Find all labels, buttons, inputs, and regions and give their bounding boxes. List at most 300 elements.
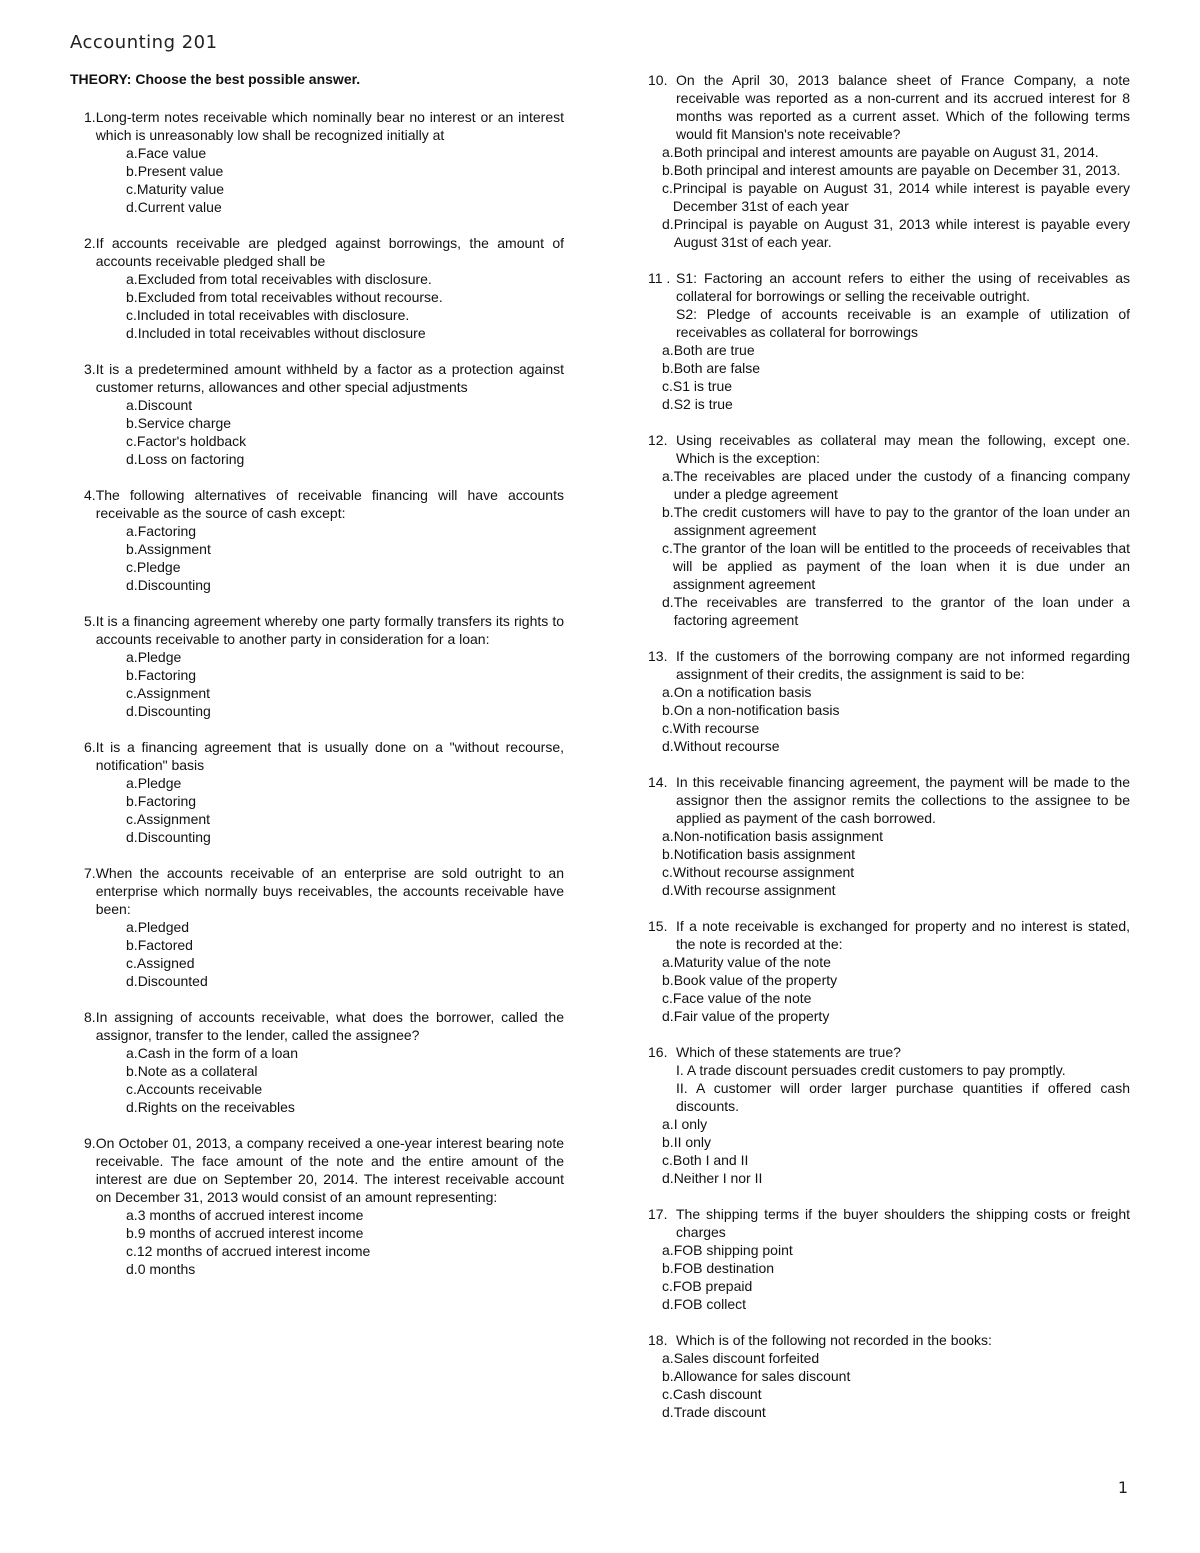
question-item xyxy=(84,1008,564,1116)
question-stem xyxy=(648,1331,1130,1349)
answer-option xyxy=(126,270,564,288)
instructions-heading: THEORY: Choose the best possible answer. xyxy=(70,71,361,87)
question-text xyxy=(96,1008,564,1044)
option-letter: b. xyxy=(126,163,138,179)
question-stem xyxy=(648,71,1130,143)
question-text xyxy=(676,71,1130,143)
question-text xyxy=(676,647,1130,683)
question-text xyxy=(96,108,564,144)
option-text: Face value xyxy=(137,145,207,161)
question-text xyxy=(676,773,1130,827)
option-text: Both are false xyxy=(673,360,761,376)
answer-option xyxy=(662,215,1130,251)
option-letter: c. xyxy=(662,1278,673,1294)
option-letter: d. xyxy=(662,1296,674,1312)
question-text xyxy=(96,612,564,648)
question-number: 10. xyxy=(648,72,668,88)
answer-options xyxy=(84,1044,564,1116)
answer-option xyxy=(662,341,1130,359)
option-letter: c. xyxy=(126,307,137,323)
question-line: Which is of the following not recorded in the books: xyxy=(676,1332,992,1348)
question-item xyxy=(84,612,564,720)
answer-option xyxy=(126,972,564,990)
question-number: 5. xyxy=(84,613,96,629)
question-item xyxy=(84,360,564,468)
option-letter: d. xyxy=(662,882,674,898)
option-letter: d. xyxy=(662,396,674,412)
option-text: Discounting xyxy=(137,577,211,593)
answer-options xyxy=(648,1115,1130,1187)
option-letter: b. xyxy=(126,1063,138,1079)
answer-option xyxy=(126,810,564,828)
option-letter: b. xyxy=(126,793,138,809)
question-stem xyxy=(648,1205,1130,1241)
answer-option xyxy=(662,881,1130,899)
question-stem xyxy=(84,864,564,918)
option-letter: c. xyxy=(126,1243,137,1259)
question-item xyxy=(648,1205,1130,1313)
question-line: II. A customer will order larger purchase quantities if offered cash discounts. xyxy=(676,1080,1130,1114)
option-letter: a. xyxy=(662,1350,674,1366)
option-text: Both principal and interest amounts are payable on December 31, 2013. xyxy=(673,162,1121,178)
option-letter: a. xyxy=(126,1207,138,1223)
question-text xyxy=(676,431,1130,467)
option-text: Both are true xyxy=(673,342,755,358)
question-text xyxy=(96,864,564,918)
answer-options xyxy=(84,522,564,594)
question-line: S2: Pledge of accounts receivable is an example of utilization of receivables as collateral for borrowings xyxy=(676,306,1130,340)
answer-option xyxy=(126,414,564,432)
question-item xyxy=(648,71,1130,251)
question-item xyxy=(84,1134,564,1278)
answer-option xyxy=(126,432,564,450)
option-text: With recourse xyxy=(672,720,760,736)
option-letter: a. xyxy=(662,144,674,160)
answer-option xyxy=(662,503,1130,539)
answer-option xyxy=(126,918,564,936)
option-letter: a. xyxy=(126,649,138,665)
option-text: FOB collect xyxy=(673,1296,747,1312)
option-text: 12 months of accrued interest income xyxy=(136,1243,371,1259)
question-line: It is a financing agreement that is usually done on a "without recourse, notification" basis xyxy=(95,739,564,773)
question-text xyxy=(676,917,1130,953)
question-number: 4. xyxy=(84,487,96,503)
option-text: The grantor of the loan will be entitled to the proceeds of receivables that will be applied as payment of the loan when it is due under an assignment agreement xyxy=(672,540,1130,592)
question-number: 11 . xyxy=(648,270,671,286)
answer-option xyxy=(662,539,1130,593)
question-line: On October 01, 2013, a company received a one-year interest bearing note receivable. The face amount of the note and the entire amount of the interest are due on September 20, 2014. The interest receivable account on December 31, 2013 would consist of an amount representing: xyxy=(95,1135,564,1205)
option-letter: d. xyxy=(126,1099,138,1115)
option-text: Note as a collateral xyxy=(137,1063,258,1079)
answer-option xyxy=(126,954,564,972)
answer-options xyxy=(84,918,564,990)
option-text: On a non-notification basis xyxy=(673,702,840,718)
option-letter: c. xyxy=(662,864,673,880)
option-text: Trade discount xyxy=(673,1404,766,1420)
question-item xyxy=(648,917,1130,1025)
answer-option xyxy=(662,1367,1130,1385)
option-letter: a. xyxy=(126,145,138,161)
option-letter: a. xyxy=(662,1116,674,1132)
option-letter: c. xyxy=(662,180,673,196)
question-number: 15. xyxy=(648,918,668,934)
option-text: Book value of the property xyxy=(673,972,838,988)
answer-option xyxy=(126,1242,564,1260)
option-letter: a. xyxy=(662,684,674,700)
option-letter: a. xyxy=(126,397,138,413)
answer-option xyxy=(126,1206,564,1224)
option-letter: d. xyxy=(126,703,138,719)
option-letter: b. xyxy=(126,937,138,953)
answer-option xyxy=(126,1260,564,1278)
question-item xyxy=(84,738,564,846)
answer-option xyxy=(126,1080,564,1098)
option-text: Fair value of the property xyxy=(673,1008,830,1024)
option-text: The receivables are transferred to the grantor of the loan under a factoring agreement xyxy=(673,594,1130,628)
answer-option xyxy=(662,1277,1130,1295)
option-text: Factoring xyxy=(137,793,197,809)
answer-option xyxy=(126,684,564,702)
answer-option xyxy=(662,1349,1130,1367)
option-text: Pledge xyxy=(136,559,181,575)
answer-option xyxy=(126,306,564,324)
option-text: Without recourse xyxy=(673,738,780,754)
option-letter: b. xyxy=(662,1134,674,1150)
option-letter: d. xyxy=(662,594,674,610)
answer-options xyxy=(84,774,564,846)
question-text xyxy=(676,1331,1130,1349)
question-line: Which of these statements are true? xyxy=(676,1044,901,1060)
answer-option xyxy=(662,845,1130,863)
option-letter: a. xyxy=(662,954,674,970)
option-text: Pledged xyxy=(137,919,190,935)
answer-option xyxy=(662,161,1130,179)
answer-options xyxy=(648,1241,1130,1313)
answer-option xyxy=(126,936,564,954)
question-stem xyxy=(84,360,564,396)
question-text xyxy=(96,738,564,774)
option-text: Non-notification basis assignment xyxy=(673,828,884,844)
question-line: Long-term notes receivable which nominally bear no interest or an interest which is unreasonably low shall be recognized initially at xyxy=(95,109,564,143)
option-text: Maturity value xyxy=(136,181,225,197)
option-text: Accounts receivable xyxy=(136,1081,263,1097)
option-text: Pledge xyxy=(137,649,182,665)
question-stem xyxy=(84,612,564,648)
option-text: Cash discount xyxy=(672,1386,762,1402)
option-text: The receivables are placed under the custody of a financing company under a pledge agreement xyxy=(673,468,1130,502)
option-letter: c. xyxy=(126,685,137,701)
option-text: Factor's holdback xyxy=(136,433,247,449)
question-line: In this receivable financing agreement, the payment will be made to the assignor then the assignor remits the collections to the assignee to be applied as payment of the cash borrowed. xyxy=(676,774,1130,826)
option-letter: c. xyxy=(126,181,137,197)
option-text: II only xyxy=(673,1134,712,1150)
option-letter: b. xyxy=(662,702,674,718)
course-title: Accounting 201 xyxy=(70,32,218,53)
question-stem xyxy=(84,738,564,774)
question-number: 12. xyxy=(648,432,668,448)
question-number: 17. xyxy=(648,1206,668,1222)
question-number: 2. xyxy=(84,235,96,251)
question-number: 16. xyxy=(648,1044,668,1060)
option-letter: b. xyxy=(126,1225,138,1241)
option-text: Discounting xyxy=(137,829,211,845)
question-stem xyxy=(84,234,564,270)
question-item xyxy=(648,431,1130,629)
question-number: 13. xyxy=(648,648,668,664)
answer-option xyxy=(126,774,564,792)
answer-option xyxy=(662,863,1130,881)
question-line: Using receivables as collateral may mean the following, except one. Which is the exception: xyxy=(676,432,1130,466)
question-line: If the customers of the borrowing company are not informed regarding assignment of their credits, the assignment is said to be: xyxy=(676,648,1130,682)
answer-option xyxy=(662,467,1130,503)
option-letter: a. xyxy=(662,468,674,484)
option-text: Factoring xyxy=(137,523,197,539)
answer-option xyxy=(662,1115,1130,1133)
answer-option xyxy=(662,179,1130,215)
answer-option xyxy=(126,666,564,684)
option-text: The credit customers will have to pay to the grantor of the loan under an assignment agreement xyxy=(673,504,1130,538)
answer-option xyxy=(662,701,1130,719)
question-line: S1: Factoring an account refers to either the using of receivables as collateral for borrowings or selling the receivable outright. xyxy=(676,270,1130,304)
answer-option xyxy=(126,288,564,306)
question-line: On the April 30, 2013 balance sheet of France Company, a note receivable was reported as a non-current and its accrued interest for 8 months was reported as a current asset. Which of the following terms would fit Mansion's note receivable? xyxy=(676,72,1130,142)
answer-option xyxy=(662,1169,1130,1187)
question-line: In assigning of accounts receivable, what does the borrower, called the assignor, transfer to the lender, called the assignee? xyxy=(95,1009,564,1043)
option-letter: b. xyxy=(126,541,138,557)
option-text: Excluded from total receivables with disclosure. xyxy=(137,271,432,287)
question-item xyxy=(648,269,1130,413)
option-text: Present value xyxy=(137,163,224,179)
answer-option xyxy=(662,737,1130,755)
option-letter: b. xyxy=(126,415,138,431)
question-number: 6. xyxy=(84,739,96,755)
answer-options xyxy=(84,270,564,342)
question-text xyxy=(676,269,1130,341)
answer-options xyxy=(84,144,564,216)
answer-options xyxy=(648,341,1130,413)
question-text xyxy=(676,1043,1130,1115)
question-stem xyxy=(84,1134,564,1206)
question-text xyxy=(96,360,564,396)
question-number: 9. xyxy=(84,1135,96,1151)
option-letter: b. xyxy=(662,1368,674,1384)
answer-option xyxy=(126,702,564,720)
question-item xyxy=(84,108,564,216)
option-text: Allowance for sales discount xyxy=(673,1368,851,1384)
answer-option xyxy=(662,377,1130,395)
option-text: Current value xyxy=(137,199,222,215)
question-text xyxy=(96,1134,564,1206)
question-line: I. A trade discount persuades credit customers to pay promptly. xyxy=(676,1062,1066,1078)
question-stem xyxy=(648,647,1130,683)
option-text: Assignment xyxy=(136,811,211,827)
answer-option xyxy=(126,450,564,468)
answer-option xyxy=(126,540,564,558)
option-letter: d. xyxy=(662,1008,674,1024)
question-number: 14. xyxy=(648,774,668,790)
question-item xyxy=(648,647,1130,755)
question-item xyxy=(84,486,564,594)
option-letter: d. xyxy=(126,199,138,215)
option-letter: b. xyxy=(662,504,674,520)
option-text: Factored xyxy=(137,937,193,953)
option-text: 9 months of accrued interest income xyxy=(137,1225,364,1241)
option-letter: a. xyxy=(662,342,674,358)
question-stem xyxy=(648,1043,1130,1115)
answer-option xyxy=(662,719,1130,737)
option-letter: d. xyxy=(662,738,674,754)
option-letter: b. xyxy=(126,289,138,305)
option-text: Without recourse assignment xyxy=(672,864,855,880)
answer-option xyxy=(662,593,1130,629)
option-text: Sales discount forfeited xyxy=(673,1350,820,1366)
answer-option xyxy=(126,1062,564,1080)
question-number: 3. xyxy=(84,361,96,377)
question-stem xyxy=(84,1008,564,1044)
question-line: The following alternatives of receivable financing will have accounts receivable as the source of cash except: xyxy=(95,487,564,521)
option-letter: c. xyxy=(126,955,137,971)
option-letter: b. xyxy=(662,162,674,178)
option-text: Neither I nor II xyxy=(673,1170,763,1186)
option-letter: c. xyxy=(126,559,137,575)
option-text: 3 months of accrued interest income xyxy=(137,1207,364,1223)
option-text: FOB shipping point xyxy=(673,1242,793,1258)
answer-options xyxy=(648,143,1130,251)
option-letter: a. xyxy=(126,271,138,287)
answer-option xyxy=(662,1259,1130,1277)
answer-options xyxy=(648,1349,1130,1421)
option-letter: d. xyxy=(126,829,138,845)
option-letter: c. xyxy=(662,990,673,1006)
answer-option xyxy=(662,143,1130,161)
option-text: Loss on factoring xyxy=(137,451,245,467)
answer-option xyxy=(662,1133,1130,1151)
option-letter: a. xyxy=(126,1045,138,1061)
answer-option xyxy=(662,1403,1130,1421)
left-question-column xyxy=(84,108,564,1296)
answer-option xyxy=(662,1007,1130,1025)
option-text: Assignment xyxy=(136,685,211,701)
question-stem xyxy=(648,917,1130,953)
option-letter: c. xyxy=(126,1081,137,1097)
question-stem xyxy=(648,773,1130,827)
answer-option xyxy=(662,989,1130,1007)
option-text: Cash in the form of a loan xyxy=(137,1045,298,1061)
question-text xyxy=(96,486,564,522)
option-letter: a. xyxy=(126,523,138,539)
option-letter: d. xyxy=(126,973,138,989)
question-stem xyxy=(648,269,1130,341)
answer-options xyxy=(648,827,1130,899)
option-letter: c. xyxy=(662,1386,673,1402)
answer-options xyxy=(648,683,1130,755)
answer-option xyxy=(662,827,1130,845)
answer-option xyxy=(126,576,564,594)
option-text: Pledge xyxy=(137,775,182,791)
option-letter: d. xyxy=(126,325,138,341)
question-line: It is a predetermined amount withheld by a factor as a protection against customer returns, allowances and other special adjustments xyxy=(95,361,564,395)
option-letter: d. xyxy=(662,216,674,232)
question-line: If a note receivable is exchanged for property and no interest is stated, the note is recorded at the: xyxy=(676,918,1130,952)
answer-options xyxy=(84,1206,564,1278)
answer-option xyxy=(126,1224,564,1242)
option-text: Discount xyxy=(137,397,193,413)
answer-option xyxy=(662,1385,1130,1403)
answer-option xyxy=(126,198,564,216)
option-text: Service charge xyxy=(137,415,232,431)
option-text: Assigned xyxy=(136,955,195,971)
option-letter: b. xyxy=(662,972,674,988)
option-letter: d. xyxy=(126,1261,138,1277)
option-text: Principal is payable on August 31, 2014 while interest is payable every December 31st of each year xyxy=(672,180,1130,214)
option-letter: b. xyxy=(126,667,138,683)
question-line: It is a financing agreement whereby one party formally transfers its rights to accounts receivable to another party in consideration for a loan: xyxy=(95,613,564,647)
question-number: 7. xyxy=(84,865,96,881)
question-number: 1. xyxy=(84,109,96,125)
answer-option xyxy=(662,953,1130,971)
question-line: The shipping terms if the buyer shoulders the shipping costs or freight charges xyxy=(676,1206,1130,1240)
question-number: 18. xyxy=(648,1332,668,1348)
option-letter: d. xyxy=(126,451,138,467)
answer-option xyxy=(126,648,564,666)
answer-option xyxy=(662,395,1130,413)
page-number: 1 xyxy=(1117,1478,1128,1497)
option-text: With recourse assignment xyxy=(673,882,836,898)
question-stem xyxy=(648,431,1130,467)
option-text: Included in total receivables without disclosure xyxy=(137,325,426,341)
answer-option xyxy=(126,558,564,576)
question-item xyxy=(648,773,1130,899)
option-text: FOB prepaid xyxy=(672,1278,753,1294)
answer-options xyxy=(648,467,1130,629)
option-text: Discounted xyxy=(137,973,208,989)
option-letter: c. xyxy=(126,811,137,827)
answer-option xyxy=(126,1098,564,1116)
question-item xyxy=(84,864,564,990)
question-item xyxy=(648,1043,1130,1187)
option-letter: c. xyxy=(126,433,137,449)
answer-option xyxy=(126,396,564,414)
answer-option xyxy=(662,683,1130,701)
option-letter: d. xyxy=(662,1170,674,1186)
option-text: Excluded from total receivables without recourse. xyxy=(137,289,443,305)
option-letter: a. xyxy=(126,775,138,791)
option-text: Both I and II xyxy=(672,1152,749,1168)
option-letter: a. xyxy=(126,919,138,935)
option-letter: d. xyxy=(126,577,138,593)
answer-option xyxy=(662,1151,1130,1169)
answer-option xyxy=(126,828,564,846)
question-stem xyxy=(84,108,564,144)
option-letter: c. xyxy=(662,1152,673,1168)
question-number: 8. xyxy=(84,1009,96,1025)
option-letter: b. xyxy=(662,1260,674,1276)
question-text xyxy=(96,234,564,270)
answer-option xyxy=(126,324,564,342)
question-line: When the accounts receivable of an enterprise are sold outright to an enterprise which normally buys receivables, the accounts receivable have been: xyxy=(95,865,564,917)
answer-option xyxy=(662,971,1130,989)
option-letter: a. xyxy=(662,1242,674,1258)
right-question-column xyxy=(648,71,1130,1439)
option-text: Notification basis assignment xyxy=(673,846,855,862)
answer-options xyxy=(84,396,564,468)
option-text: Assignment xyxy=(137,541,211,557)
option-text: Factoring xyxy=(137,667,197,683)
answer-option xyxy=(126,522,564,540)
option-text: On a notification basis xyxy=(673,684,812,700)
option-letter: c. xyxy=(662,720,673,736)
answer-options xyxy=(648,953,1130,1025)
